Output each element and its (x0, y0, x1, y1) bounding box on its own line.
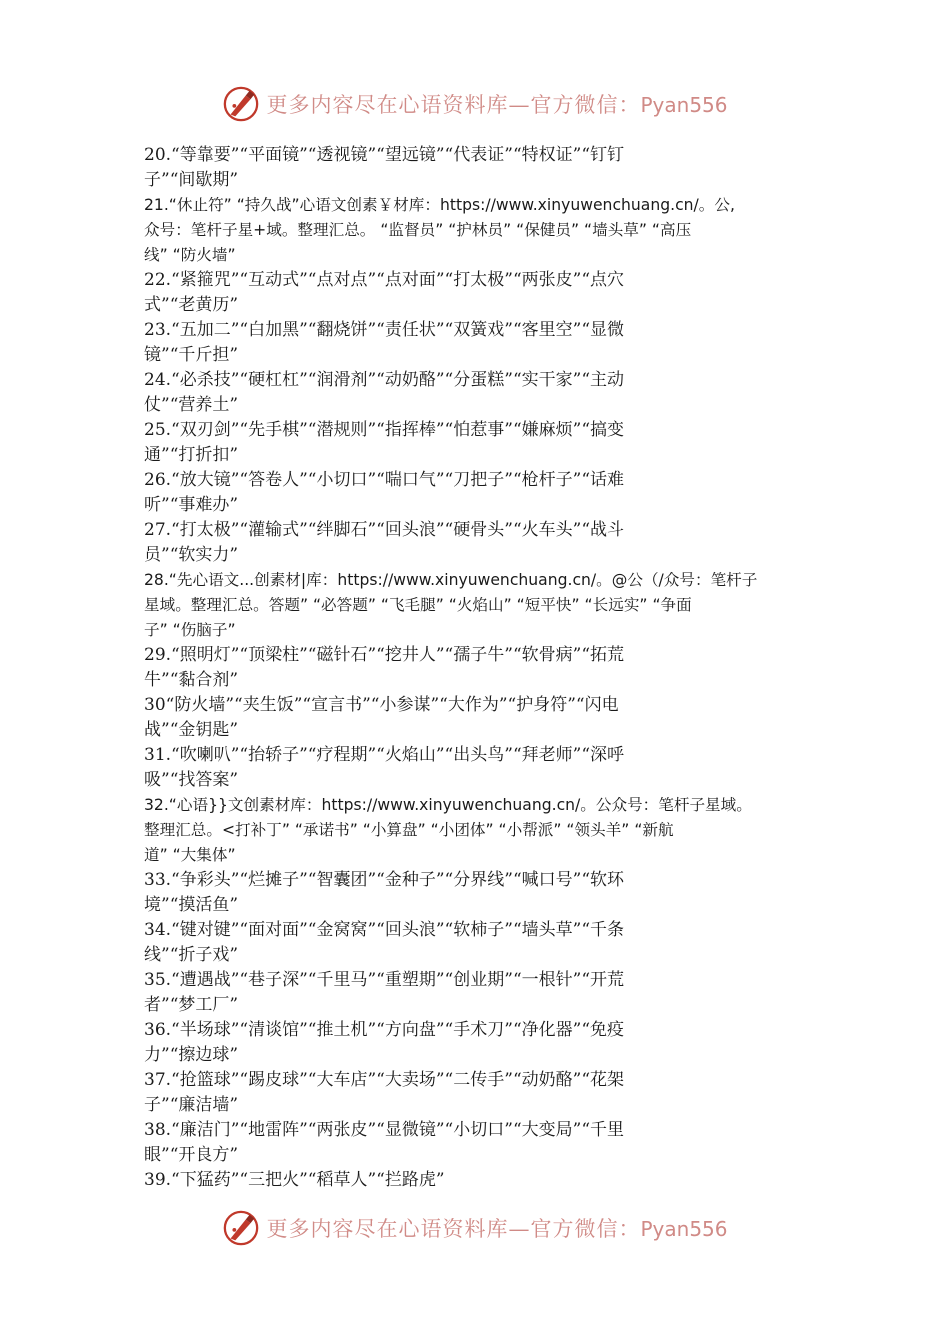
text-line: 27.“打太极”“灌输式”“绊脚石”“回头浪”“硬骨头”“火车头”“战斗 (144, 520, 625, 540)
text-line: 38.“廉洁门”“地雷阵”“两张皮”“显微镜”“小切口”“大变局”“千里 (144, 1120, 625, 1140)
text-line: 30“防火墙”“夹生饭”“宣言书”“小参谋”“大作为”“护身符”“闪电 (144, 695, 619, 715)
text-line: 道” “大集体” (144, 846, 236, 864)
text-line: 24.“必杀技”“硬杠杠”“润滑剂”“动奶酪”“分蛋糕”“实干家”“主动 (144, 370, 625, 390)
text-line: 者”“梦工厂” (144, 995, 239, 1015)
text-line: 25.“双刃剑”“先手棋”“潜规则”“指挥棒”“怕惹事”“嫌麻烦”“搞变 (144, 420, 625, 440)
pen-nib-logo-icon (222, 85, 260, 123)
wechat-handle: Pyan556 (640, 1217, 728, 1241)
text-line: 星域。整理汇总。答题” “必答题” “飞毛腿” “火焰山” “短平快” “长远实” “争面 (144, 596, 692, 614)
text-line: 线” “防火墙” (144, 246, 236, 264)
text-line: 26.“放大镜”“答卷人”“小切口”“喘口气”“刀把子”“枪杆子”“话难 (144, 470, 625, 490)
banner-text: 更多内容尽在心语资料库—官方微信：Pyan556 (266, 1217, 728, 1241)
footer-banner (0, 1206, 950, 1250)
text-line: 28.“先心语文...创素材|库：https://www.xinyuwenchuang.cn/。@公（/众号：笔杆子 (144, 571, 758, 589)
pen-nib-logo-icon (222, 1209, 260, 1247)
text-line: 子”“间歇期” (144, 170, 239, 190)
text-line: 32.“心语}}文创素材库：https://www.xinyuwenchuang.cn/。公众号：笔杆子星域。 (144, 796, 752, 814)
text-line: 39.“下猛药”“三把火”“稻草人”“拦路虎” (144, 1170, 445, 1190)
text-line: 听”“事难办” (144, 495, 239, 515)
text-line: 21.“休止符” “持久战”心语文创素￥材库：https://www.xinyuwenchuang.cn/。公, (144, 196, 735, 214)
text-line: 镜”“千斤担” (144, 345, 239, 365)
text-line: 33.“争彩头”“烂摊子”“智囊团”“金种子”“分界线”“喊口号”“软环 (144, 870, 625, 890)
text-line: 牛”“黏合剂” (144, 670, 239, 690)
text-line: 线”“折子戏” (144, 945, 239, 965)
text-line: 境”“摸活鱼” (144, 895, 239, 915)
text-line: 吸”“找答案” (144, 770, 239, 790)
text-line: 力”“擦边球” (144, 1045, 239, 1065)
document-body (144, 143, 810, 1193)
text-line: 29.“照明灯”“顶梁柱”“磁针石”“挖井人”“孺子牛”“软骨病”“拓荒 (144, 645, 625, 665)
text-line: 23.“五加二”“白加黑”“翻烧饼”“责任状”“双簧戏”“客里空”“显微 (144, 320, 625, 340)
text-line: 34.“键对键”“面对面”“金窝窝”“回头浪”“软柿子”“墙头草”“千条 (144, 920, 625, 940)
text-line: 22.“紧箍咒”“互动式”“点对点”“点对面”“打太极”“两张皮”“点穴 (144, 270, 625, 290)
wechat-handle: Pyan556 (640, 93, 728, 117)
text-line: 式”“老黄历” (144, 295, 239, 315)
text-line: 战”“金钥匙” (144, 720, 239, 740)
text-line: 35.“遭遇战”“巷子深”“千里马”“重塑期”“创业期”“一根针”“开荒 (144, 970, 625, 990)
text-line: 20.“等靠要”“平面镜”“透视镜”“望远镜”“代表证”“特权证”“钉钉 (144, 145, 625, 165)
text-line: 通”“打折扣” (144, 445, 239, 465)
text-line: 仗”“营养土” (144, 395, 239, 415)
text-line: 36.“半场球”“清谈馆”“推土机”“方向盘”“手术刀”“净化器”“免疫 (144, 1020, 625, 1040)
text-line: 31.“吹喇叭”“抬轿子”“疗程期”“火焰山”“出头鸟”“拜老师”“深呼 (144, 745, 625, 765)
text-line: 眼”“开良方” (144, 1145, 239, 1165)
text-line: 子”“廉洁墙” (144, 1095, 239, 1115)
text-line: 37.“抢篮球”“踢皮球”“大车店”“大卖场”“二传手”“动奶酪”“花架 (144, 1070, 625, 1090)
banner-text: 更多内容尽在心语资料库—官方微信：Pyan556 (266, 93, 728, 117)
text-line: 员”“软实力” (144, 545, 239, 565)
text-line: 子” “伤脑子” (144, 621, 236, 639)
text-line: 众号：笔杆子星+域。整理汇总。 “监督员” “护林员” “保健员” “墙头草” “高压 (144, 221, 692, 239)
text-line: 整理汇总。<打补丁” “承诺书” “小算盘” “小团体” “小帮派” “领头羊” “新航 (144, 821, 674, 839)
header-banner (0, 82, 950, 126)
